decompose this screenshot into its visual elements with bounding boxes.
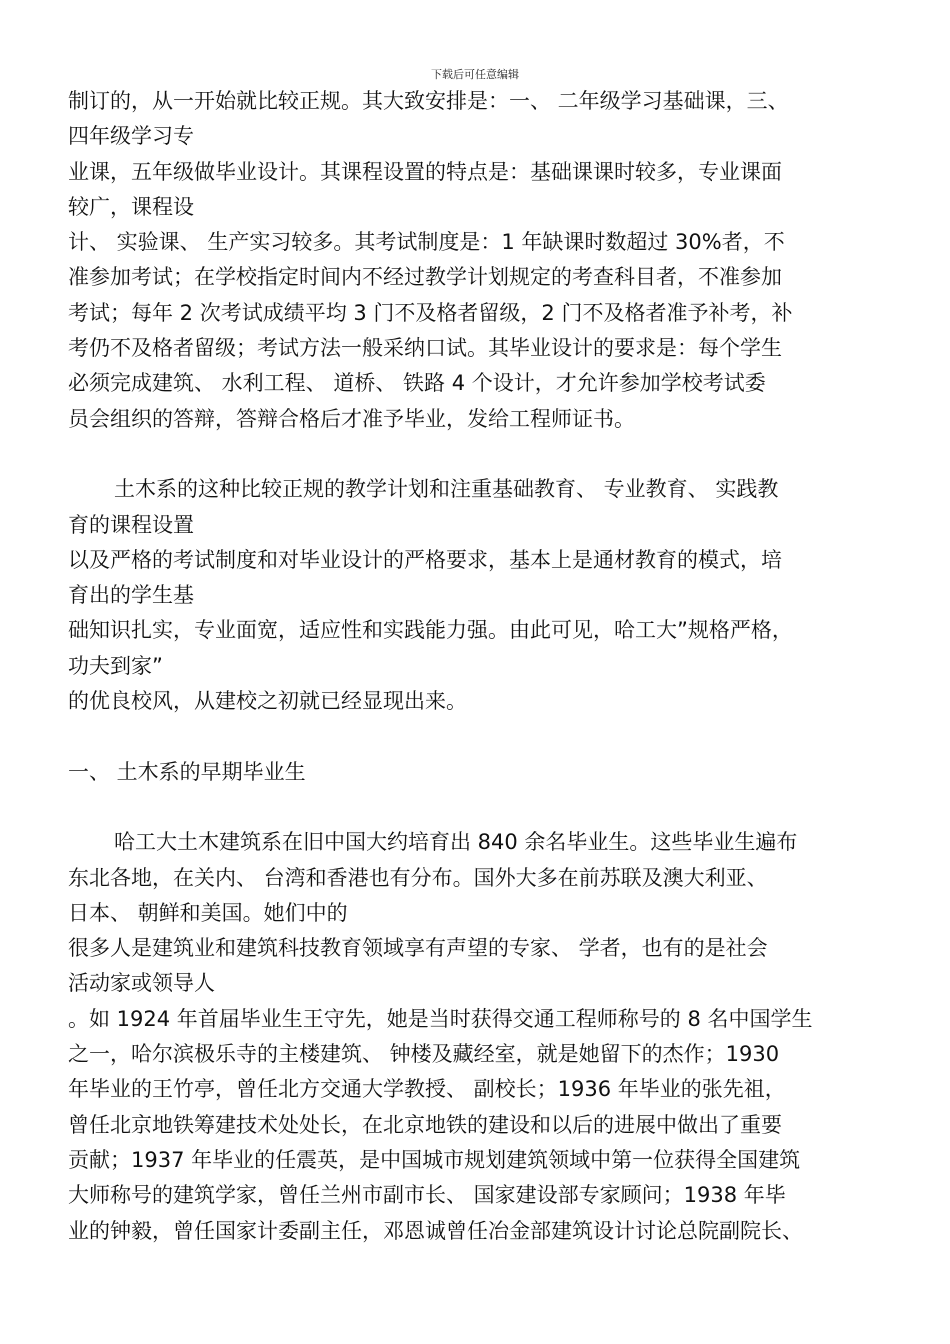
text-line: 日本、 朝鲜和美国。她们中的 <box>68 900 348 925</box>
text-line: 东北各地，在关内、 台湾和香港也有分布。国外大多在前苏联及澳大利亚、 <box>68 865 768 890</box>
text-line: 准参加考试；在学校指定时间内不经过教学计划规定的考查科目者，不准参加 <box>68 265 782 290</box>
text-line: 础知识扎实，专业面宽，适应性和实践能力强。由此可见，哈工大”规格严格， <box>68 618 793 643</box>
text-line: 业课，五年级做毕业设计。其课程设置的特点是：基础课课时较多，专业课面 <box>68 159 782 184</box>
text-line: 较广，课程设 <box>68 194 194 219</box>
text-line: 很多人是建筑业和建筑科技教育领域享有声望的专家、 学者，也有的是社会 <box>68 936 768 961</box>
text-line: 考仍不及格者留级；考试方法一般采纳口试。其毕业设计的要求是：每个学生 <box>68 336 782 361</box>
text-line: 活动家或领导人 <box>68 971 215 996</box>
text-line: 一、 土木系的早期毕业生 <box>68 759 306 784</box>
text-line: 计、 实验课、 生产实习较多。其考试制度是：1 年缺课时数超过 30%者，不 <box>68 230 785 255</box>
text-line: 哈工大土木建筑系在旧中国大约培育出 840 余名毕业生。这些毕业生遍布 <box>114 830 798 855</box>
text-line: 育出的学生基 <box>68 583 194 608</box>
text-line: 贡献；1937 年毕业的任震英，是中国城市规划建筑领域中第一位获得全国建筑 <box>68 1147 801 1172</box>
text-line: 以及严格的考试制度和对毕业设计的严格要求，基本上是通材教育的模式，培 <box>68 547 782 572</box>
blank-line <box>68 437 868 472</box>
text-line: 功夫到家” <box>68 653 163 678</box>
blank-line <box>68 719 868 754</box>
text-line: 制订的，从一开始就比较正规。其大致安排是：一、 二年级学习基础课，三、 <box>68 89 789 113</box>
text-line: 年毕业的王竹亭，曾任北方交通大学教授、 副校长；1936 年毕业的张先祖， <box>68 1077 786 1102</box>
text-line: 的优良校风，从建校之初就已经显现出来。 <box>68 689 467 714</box>
text-line: 育的课程设置 <box>68 512 194 537</box>
text-line: 必须完成建筑、 水利工程、 道桥、 铁路 4 个设计，才允许参加学校考试委 <box>68 371 766 396</box>
text-line: 员会组织的答辩，答辩合格后才准予毕业，发给工程师证书。 <box>68 406 635 431</box>
blank-line <box>68 790 868 825</box>
text-line: 。如 1924 年首届毕业生王守先，她是当时获得交通工程师称号的 8 名中国学生 <box>68 1006 813 1031</box>
document-body <box>68 84 868 1249</box>
text-line: 土木系的这种比较正规的教学计划和注重基础教育、 专业教育、 实践教 <box>114 477 779 502</box>
page-header-note: 下载后可任意编辑 <box>431 68 519 81</box>
text-line: 曾任北京地铁筹建技术处处长，在北京地铁的建设和以后的进展中做出了重要 <box>68 1112 782 1137</box>
text-line: 考试；每年 2 次考试成绩平均 3 门不及格者留级，2 门不及格者准予补考，补 <box>68 300 793 325</box>
text-line: 之一，哈尔滨极乐寺的主楼建筑、 钟楼及藏经室，就是她留下的杰作；1930 <box>68 1042 780 1067</box>
text-line: 业的钟毅，曾任国家计委副主任，邓恩诚曾任冶金部建筑设计讨论总院副院长、 <box>68 1218 803 1243</box>
text-line: 大师称号的建筑学家，曾任兰州市副市长、 国家建设部专家顾问；1938 年毕 <box>68 1183 786 1208</box>
text-line: 四年级学习专 <box>68 124 194 149</box>
